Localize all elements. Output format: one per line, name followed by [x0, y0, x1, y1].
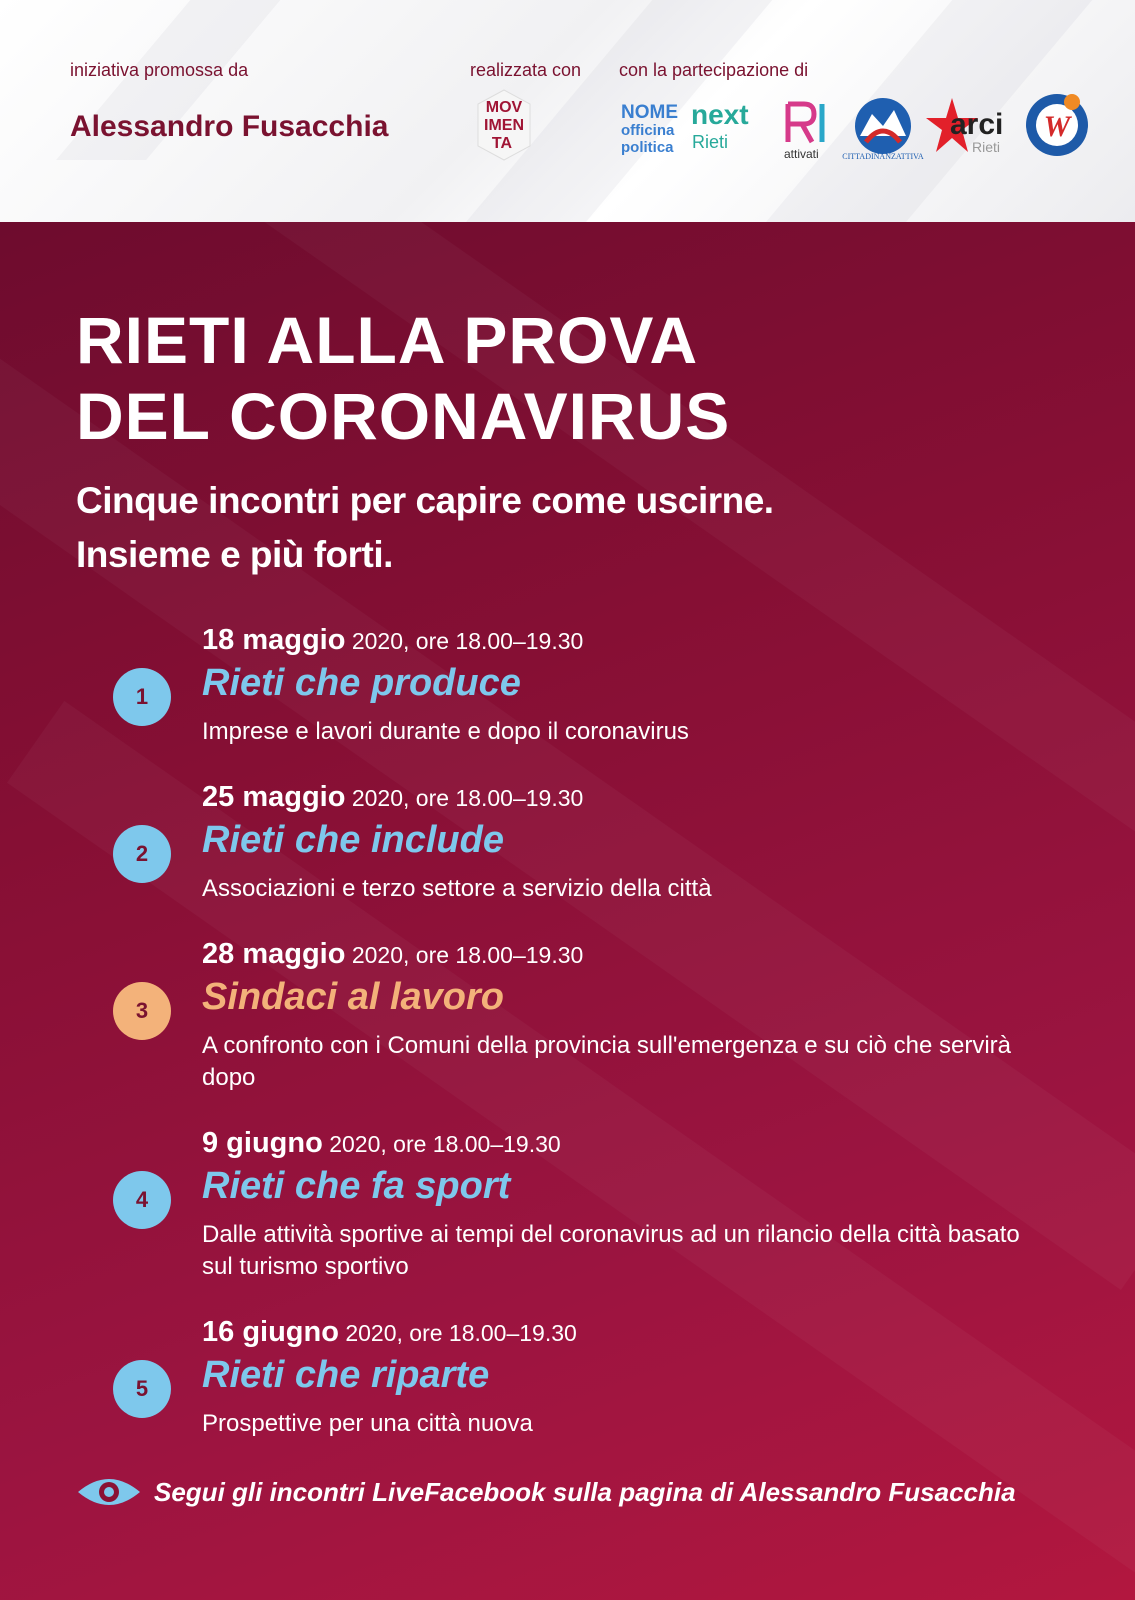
ri-attivati-logo-shape [782, 98, 832, 162]
subtitle-line-2: Insieme e più forti. [76, 534, 393, 575]
event-title: Rieti che fa sport [202, 1165, 511, 1207]
event-title: Rieti che include [202, 819, 504, 861]
event-description: Dalle attività sportive ai tempi del coronavirus ad un rilancio della città basato sul turismo sportivo [202, 1221, 1020, 1280]
movimenta-logo [474, 88, 534, 162]
event-date-day: 18 maggio [202, 624, 346, 656]
svg-text:Rieti: Rieti [972, 139, 1001, 155]
event-title: Rieti che produce [202, 662, 521, 704]
svg-text:politica: politica [621, 139, 674, 156]
event-description: A confronto con i Comuni della provincia sull'emergenza e su ciò che servirà dopo [202, 1032, 1011, 1091]
main-panel [0, 222, 1135, 1600]
event-date-rest: 2020, ore 18.00–19.30 [322, 1131, 561, 1157]
svg-text:officina: officina [621, 122, 675, 139]
event-date-day: 25 maggio [202, 781, 346, 813]
event-date [202, 1127, 561, 1160]
event-title: Rieti che riparte [202, 1354, 490, 1396]
svg-text:IMEN: IMEN [484, 117, 524, 134]
event-number-badge [113, 825, 171, 883]
svg-text:CITTADINANZATTIVA: CITTADINANZATTIVA [842, 152, 924, 161]
next-rieti-logo-shape [690, 100, 774, 154]
event-description: Associazioni e terzo settore a servizio della città [202, 875, 712, 902]
promoted-by-label: iniziativa promossa da [70, 60, 249, 80]
svg-text:MOV: MOV [485, 99, 523, 116]
event-date-rest: 2020, ore 18.00–19.30 [345, 785, 584, 811]
event-date [202, 781, 583, 814]
svg-text:TA: TA [491, 135, 513, 152]
basket-logo-shape [1024, 92, 1090, 158]
footer-text: Segui gli incontri LiveFacebook sulla pagina di Alessandro Fusacchia [154, 1477, 1016, 1507]
event-description: Imprese e lavori durante e dopo il coronavirus [202, 718, 689, 745]
basket-logo [1024, 92, 1090, 158]
event-date-day: 9 giugno [202, 1127, 323, 1159]
subtitle-line-1: Cinque incontri per capire come uscirne. [76, 480, 774, 521]
cittadinanzattiva-logo-shape [842, 96, 924, 162]
event-number: 3 [135, 998, 149, 1023]
event-title: Sindaci al lavoro [202, 976, 504, 1018]
nome-logo [620, 100, 682, 156]
arci-rieti-logo-shape [926, 96, 1016, 162]
event-number-badge [113, 1171, 171, 1229]
title-line-2: DEL CORONAVIRUS [76, 379, 731, 453]
svg-text:Rieti: Rieti [692, 132, 729, 152]
event-date [202, 938, 583, 971]
event-number: 5 [135, 1376, 149, 1401]
svg-text:arci: arci [950, 108, 1004, 141]
event-date [202, 624, 583, 657]
event-date-rest: 2020, ore 18.00–19.30 [338, 1320, 577, 1346]
title-line-1: RIETI ALLA PROVA [76, 303, 699, 377]
participation-label: con la partecipazione di [619, 60, 809, 80]
movimenta-logo-shape [474, 88, 534, 162]
svg-text:W: W [1043, 110, 1071, 143]
event-number-badge [113, 668, 171, 726]
event-date-rest: 2020, ore 18.00–19.30 [345, 628, 584, 654]
svg-text:attivati: attivati [784, 147, 819, 161]
event-number-badge [113, 982, 171, 1040]
header [0, 0, 1135, 222]
cittadinanzattiva-logo [842, 96, 924, 162]
event-number: 2 [135, 841, 149, 866]
event-date-day: 28 maggio [202, 938, 346, 970]
svg-text:NOME: NOME [621, 102, 678, 123]
subtitle [76, 474, 774, 582]
event-number: 1 [135, 684, 149, 709]
svg-text:next: next [691, 100, 749, 130]
ri-attivati-logo [782, 98, 832, 162]
promoter-name: Alessandro Fusacchia [70, 110, 389, 143]
next-rieti-logo [690, 100, 774, 154]
main-title [76, 302, 730, 454]
event-number-badge [113, 1360, 171, 1418]
event-number: 4 [135, 1187, 149, 1212]
event-date [202, 1316, 577, 1349]
arci-rieti-logo [926, 96, 1016, 162]
eye-icon [76, 1474, 142, 1510]
event-date-rest: 2020, ore 18.00–19.30 [345, 942, 584, 968]
footer [76, 1474, 1076, 1514]
event-description: Prospettive per una città nuova [202, 1410, 533, 1437]
realized-with-label: realizzata con [470, 60, 582, 80]
nome-logo-shape [620, 100, 682, 156]
event-date-day: 16 giugno [202, 1316, 339, 1348]
